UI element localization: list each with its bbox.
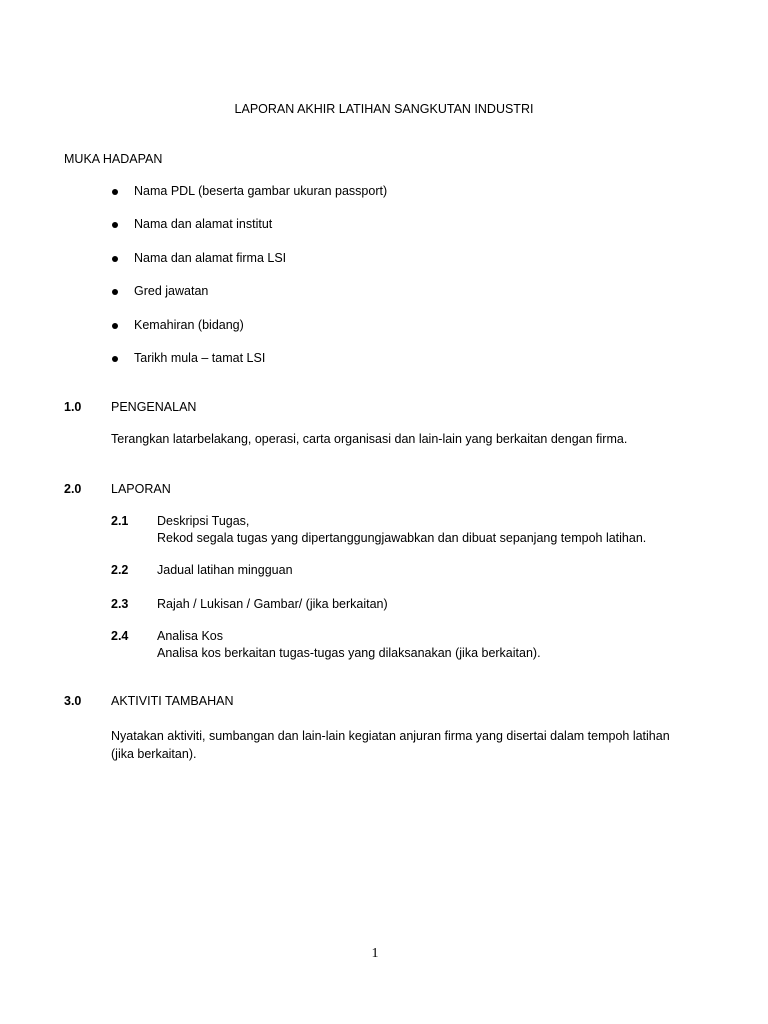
subsection-number: 2.3 (111, 597, 129, 611)
section-body: Terangkan latarbelakang, operasi, carta organisasi dan lain-lain yang berkaitan dengan firma. (111, 432, 628, 446)
bullet-icon (112, 222, 118, 228)
section-title: PENGENALAN (111, 400, 197, 414)
list-item-text: Nama dan alamat institut (134, 217, 273, 231)
page-number: 1 (371, 946, 379, 961)
subsection-number: 2.4 (111, 629, 129, 643)
bullet-icon (112, 256, 118, 262)
section-number: 3.0 (64, 694, 82, 708)
section-body: Nyatakan aktiviti, sumbangan dan lain-lain kegiatan anjuran firma yang disertai dalam tempoh latihan (jika berkaitan). (111, 729, 670, 761)
list-item-text: Tarikh mula – tamat LSI (134, 351, 266, 365)
bullet-icon (112, 189, 118, 195)
list-item-text: Nama dan alamat firma LSI (134, 251, 287, 265)
cover-heading: MUKA HADAPAN (64, 152, 163, 166)
subsection-title: Deskripsi Tugas, (157, 514, 250, 528)
section-number: 2.0 (64, 482, 82, 496)
subsection-title: Jadual latihan mingguan (157, 563, 293, 577)
list-item-text: Nama PDL (beserta gambar ukuran passport) (134, 184, 388, 198)
section-title: AKTIVITI TAMBAHAN (111, 694, 234, 708)
subsection-number: 2.2 (111, 563, 129, 577)
subsection-title: Rajah / Lukisan / Gambar/ (jika berkaitan) (157, 597, 388, 611)
bullet-icon (112, 323, 118, 329)
subsection-number: 2.1 (111, 514, 129, 528)
bullet-icon (112, 289, 118, 295)
document-title: LAPORAN AKHIR LATIHAN SANGKUTAN INDUSTRI (234, 102, 534, 116)
bullet-icon (112, 356, 118, 362)
subsection-title: Analisa Kos (157, 629, 224, 643)
list-item-text: Gred jawatan (134, 284, 209, 298)
subsection-description: Rekod segala tugas yang dipertanggungjawabkan dan dibuat sepanjang tempoh latihan. (157, 531, 647, 545)
section-number: 1.0 (64, 400, 82, 414)
subsection-description: Analisa kos berkaitan tugas-tugas yang dilaksanakan (jika berkaitan). (157, 646, 541, 660)
section-title: LAPORAN (111, 482, 171, 496)
list-item-text: Kemahiran (bidang) (134, 318, 244, 332)
